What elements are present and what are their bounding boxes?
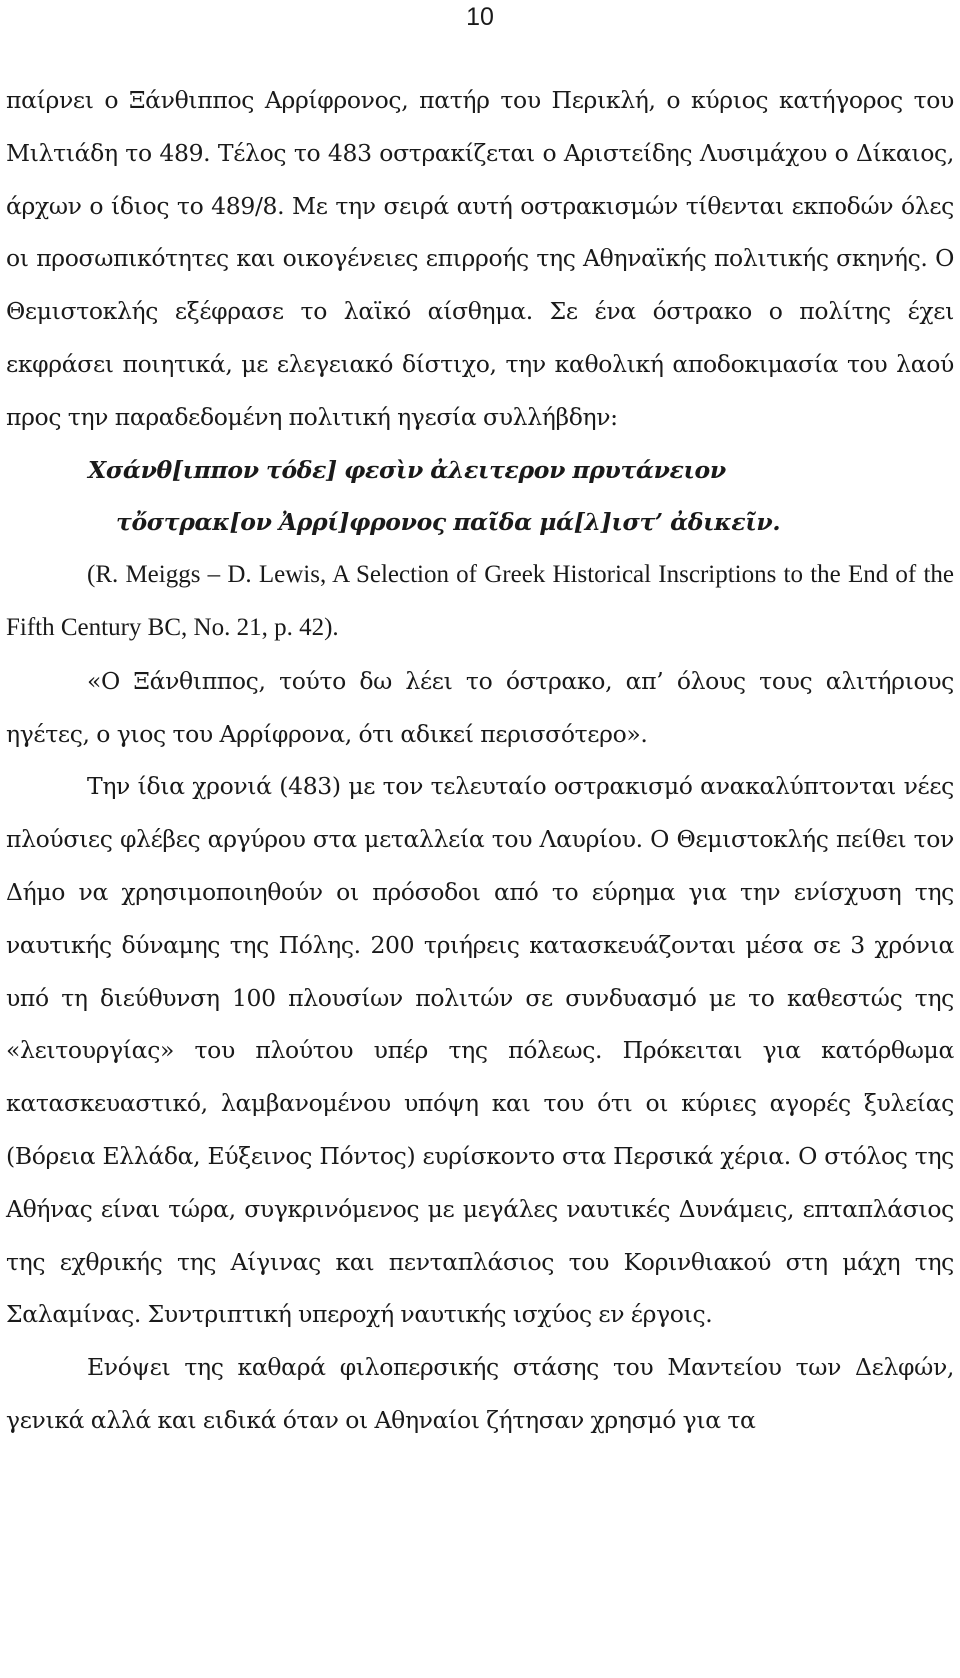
paragraph-ostracism-history: παίρνει ο Ξάνθιππος Αρρίφρονος, πατήρ του Περικλή, ο κύριος κατήγορος του Μιλτιάδη το 489. Τέλος το 483 οστρακίζεται ο Αριστείδης Λυσιμάχου ο Δίκαιος, άρχων ο ίδιος το 489/8. Με την σειρά αυτή οστρακισμών τίθενται εκποδών όλες οι προσωπικότητες και οικογένειες επιρροής της Αθηναϊκής πολιτικής σκηνής. Ο Θεμιστοκλής εξέφρασε το λαϊκό αίσθημα. Σε ένα όστρακο ο πολίτης έχει εκφράσει ποιητικά, με ελεγειακό δίστιχο, την καθολική αποδοκιμασία του λαού προς την παραδεδομένη πολιτική ηγεσία συλλήβδην: <box>6 86 954 431</box>
inscription-citation: (R. Meiggs – D. Lewis, A Selection of Greek Historical Inscriptions to the End of the Fifth Century BC, No. 21, p. 42). <box>6 561 954 641</box>
paragraph-laurion-silver: Την ίδια χρονιά (483) με τον τελευταίο οστρακισμό ανακαλύπτονται νέες πλούσιες φλέβες αργύρου στα μεταλλεία του Λαυρίου. Ο Θεμιστοκλής πείθει τον Δήμο να χρησιμοποιηθούν οι πρόσοδοι από το εύρημα για την ενίσχυση της ναυτικής δύναμης της Πόλης. 200 τριήρεις κατασκευάζονται μέσα σε 3 χρόνια υπό τη διεύθυνση 100 πλουσίων πολιτών σε συνδυασμό με το καθεστώς της «λειτουργίας» του πλούτου υπέρ της πόλεως. Πρόκειται για κατόρθωμα κατασκευαστικό, λαμβανομένου υπόψη και του ότι οι κύριες αγορές ξυλείας (Βόρεια Ελλάδα, Εύξεινος Πόντος) ευρίσκοντο στα Περσικά χέρια. Ο στόλος της Αθήνας είναι τώρα, συγκρινόμενος με μεγάλες ναυτικές Δυνάμεις, επταπλάσιος της εχθρικής της Αίγινας και πενταπλάσιος του Κορινθιακού στη μάχη της Σαλαμίνας. Συντριπτική υπεροχή ναυτικής ισχύος εν έργοις. <box>6 772 954 1329</box>
page-number: 10 <box>466 3 494 31</box>
paragraph-delphi-oracle: Ενόψει της καθαρά φιλοπερσικής στάσης του Μαντείου των Δελφών, γενικά αλλά και ειδικά όταν οι Αθηναίοι ζήτησαν χρησμό για τα <box>6 1353 954 1434</box>
document-body <box>6 74 954 1447</box>
inscription-translation: «Ο Ξάνθιππος, τούτο δω λέει το όστρακο, απ’ όλους τους αλιτήριους ηγέτες, ο γιος του Αρρίφρονα, ότι αδικεί περισσότερο». <box>6 666 954 748</box>
inscription-verse-line-1: Χσάνθ[ιππον τόδε] φεσὶν ἀλειτερον πρυτάνειον <box>88 455 726 484</box>
inscription-verse-line-2: τὄστρακ[ον Ἀρρί]φρονος παῖδα μά[λ]ιστ’ ἀδικεῖν. <box>116 508 781 537</box>
